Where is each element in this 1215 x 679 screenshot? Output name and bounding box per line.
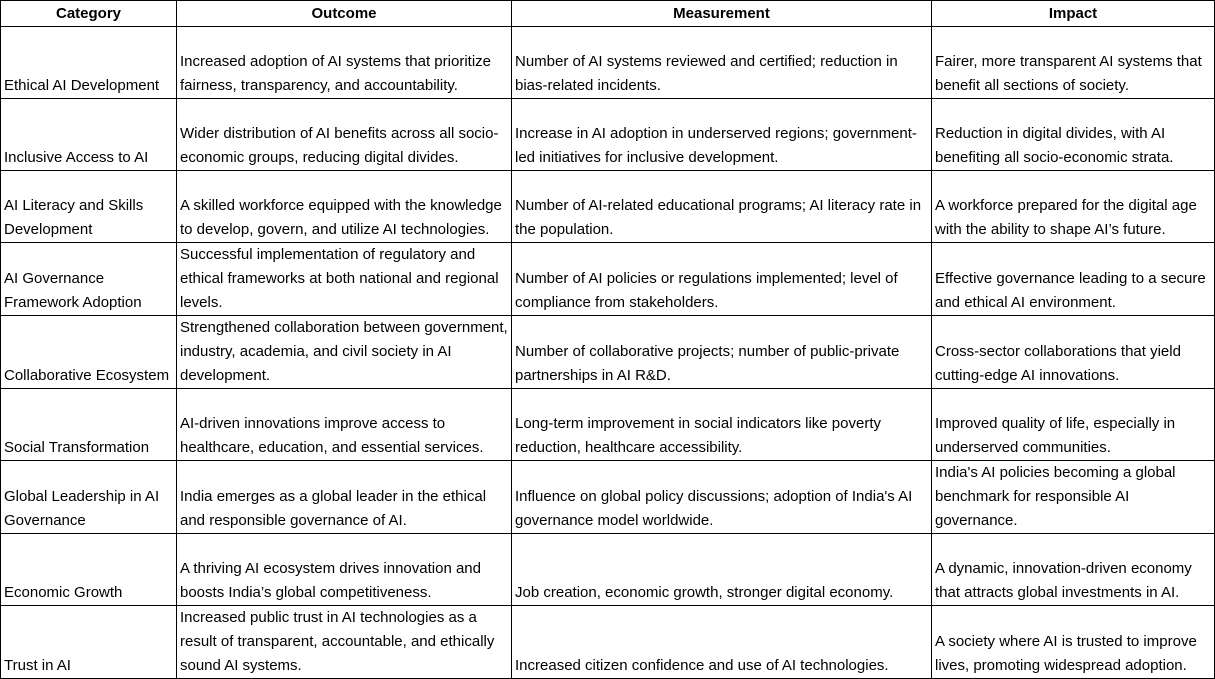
cell-measurement: Number of collaborative projects; number of public-private partnerships in AI R&D. xyxy=(512,316,932,389)
cell-outcome: AI-driven innovations improve access to healthcare, education, and essential services. xyxy=(177,389,512,461)
cell-measurement: Increase in AI adoption in underserved regions; government-led initiatives for inclusive development. xyxy=(512,99,932,171)
header-row xyxy=(1,1,1215,27)
cell-measurement: Increased citizen confidence and use of AI technologies. xyxy=(512,606,932,679)
cell-outcome: A thriving AI ecosystem drives innovation and boosts India’s global competitiveness. xyxy=(177,534,512,606)
cell-measurement: Job creation, economic growth, stronger digital economy. xyxy=(512,534,932,606)
cell-outcome: India emerges as a global leader in the ethical and responsible governance of AI. xyxy=(177,461,512,534)
table-row xyxy=(1,461,1215,534)
cell-measurement: Influence on global policy discussions; adoption of India's AI governance model worldwide. xyxy=(512,461,932,534)
cell-impact: Improved quality of life, especially in underserved communities. xyxy=(932,389,1215,461)
cell-category: Economic Growth xyxy=(1,534,177,606)
cell-impact: A society where AI is trusted to improve lives, promoting widespread adoption. xyxy=(932,606,1215,679)
cell-measurement: Number of AI policies or regulations implemented; level of compliance from stakeholders. xyxy=(512,243,932,316)
table-row xyxy=(1,27,1215,99)
table-row xyxy=(1,534,1215,606)
cell-outcome: A skilled workforce equipped with the knowledge to develop, govern, and utilize AI technologies. xyxy=(177,171,512,243)
cell-impact: Reduction in digital divides, with AI benefiting all socio-economic strata. xyxy=(932,99,1215,171)
header-category: Category xyxy=(1,1,177,27)
cell-impact: Effective governance leading to a secure and ethical AI environment. xyxy=(932,243,1215,316)
table-header xyxy=(1,1,1215,27)
cell-category: Ethical AI Development xyxy=(1,27,177,99)
table-row xyxy=(1,99,1215,171)
table-row xyxy=(1,171,1215,243)
header-measurement: Measurement xyxy=(512,1,932,27)
cell-category: Inclusive Access to AI xyxy=(1,99,177,171)
cell-category: Trust in AI xyxy=(1,606,177,679)
table-row xyxy=(1,316,1215,389)
cell-impact: A workforce prepared for the digital age with the ability to shape AI’s future. xyxy=(932,171,1215,243)
table-row xyxy=(1,243,1215,316)
table-body xyxy=(1,27,1215,679)
cell-measurement: Number of AI systems reviewed and certified; reduction in bias-related incidents. xyxy=(512,27,932,99)
table-row xyxy=(1,389,1215,461)
cell-category: Global Leadership in AI Governance xyxy=(1,461,177,534)
cell-outcome: Increased public trust in AI technologies as a result of transparent, accountable, and ethically sound AI systems. xyxy=(177,606,512,679)
cell-impact: Cross-sector collaborations that yield cutting-edge AI innovations. xyxy=(932,316,1215,389)
table-row xyxy=(1,606,1215,679)
header-impact: Impact xyxy=(932,1,1215,27)
cell-category: AI Governance Framework Adoption xyxy=(1,243,177,316)
cell-outcome: Successful implementation of regulatory and ethical frameworks at both national and regional levels. xyxy=(177,243,512,316)
cell-category: Collaborative Ecosystem xyxy=(1,316,177,389)
cell-outcome: Wider distribution of AI benefits across all socio-economic groups, reducing digital divides. xyxy=(177,99,512,171)
cell-category: AI Literacy and Skills Development xyxy=(1,171,177,243)
cell-outcome: Increased adoption of AI systems that prioritize fairness, transparency, and accountability. xyxy=(177,27,512,99)
header-outcome: Outcome xyxy=(177,1,512,27)
cell-outcome: Strengthened collaboration between government, industry, academia, and civil society in AI development. xyxy=(177,316,512,389)
cell-impact: India's AI policies becoming a global benchmark for responsible AI governance. xyxy=(932,461,1215,534)
cell-measurement: Long-term improvement in social indicators like poverty reduction, healthcare accessibility. xyxy=(512,389,932,461)
cell-category: Social Transformation xyxy=(1,389,177,461)
cell-impact: Fairer, more transparent AI systems that benefit all sections of society. xyxy=(932,27,1215,99)
cell-impact: A dynamic, innovation-driven economy that attracts global investments in AI. xyxy=(932,534,1215,606)
cell-measurement: Number of AI-related educational programs; AI literacy rate in the population. xyxy=(512,171,932,243)
